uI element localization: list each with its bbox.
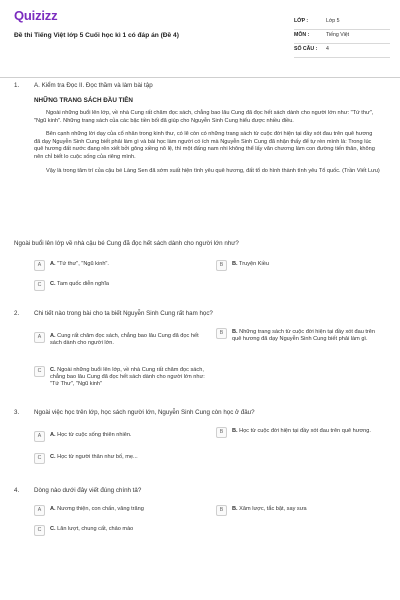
- option-text: A. "Tứ thư", "Ngũ kinh".: [50, 261, 109, 267]
- question-text: Chi tiết nào trong bài cho ta biết Nguyễn Sinh Cung rất ham học?: [34, 310, 213, 317]
- section-intro: A. Kiểm tra Đọc II. Đọc thầm và làm bài tập: [34, 82, 153, 89]
- option-letter: A: [34, 505, 45, 516]
- question-text: Ngoài buổi lên lớp về nhà cậu bé Cung đã đọc hết sách dành cho người lớn như?: [14, 240, 239, 247]
- option-text: C. Học từ người thân như bố, mẹ...: [50, 454, 138, 460]
- question-body: [34, 310, 380, 317]
- meta-info: [294, 16, 390, 58]
- option-letter: C: [34, 525, 45, 536]
- option-letter: B: [216, 427, 227, 438]
- question-2: [14, 310, 390, 410]
- option-a[interactable]: [34, 505, 212, 516]
- option-a[interactable]: [34, 431, 212, 442]
- question-text: Ngoài việc học trên lớp, học sách người lớn, Nguyễn Sinh Cung còn học ở đâu?: [34, 409, 255, 416]
- option-b[interactable]: [216, 505, 380, 516]
- option-c[interactable]: [34, 453, 212, 464]
- option-text: B. Xâm lược, tắc bật, say sưa: [232, 506, 307, 512]
- option-b[interactable]: [216, 328, 380, 343]
- reading-paragraph: Vậy là trong tâm trí của cậu bé Làng Sen đã sớm xuất hiện tình yêu quê hương, đất tổ do hình thành tình yêu Tổ quốc. (Trần Viết Lưu): [46, 167, 380, 174]
- question-4: [14, 487, 390, 557]
- option-letter: A: [34, 431, 45, 442]
- option-b[interactable]: [216, 427, 380, 438]
- option-letter: B: [216, 260, 227, 271]
- option-b[interactable]: [216, 260, 380, 271]
- question-number: 1.: [14, 82, 20, 89]
- question-number: 3.: [14, 409, 20, 416]
- option-letter: C: [34, 280, 45, 291]
- option-letter: C: [34, 453, 45, 464]
- option-letter: B: [216, 328, 227, 339]
- option-letter: B: [216, 505, 227, 516]
- option-text: B. Học từ cuộc đời hiện tại đầy xót đau trên quê hương.: [232, 428, 371, 434]
- question-text-wrap: [14, 240, 360, 247]
- option-text: B. Truyện Kiều: [232, 261, 269, 267]
- question-1-prompt: [14, 240, 390, 300]
- question-number: 4.: [14, 487, 20, 494]
- question-number: 2.: [14, 310, 20, 317]
- option-text: A. Học từ cuộc sống thiên nhiên.: [50, 432, 132, 438]
- option-text: B. Những trang sách từ cuộc đời hiện tại đầy xót đau trên quê hương đã dạy Nguyễn Sinh Cung biết phải làm gì.: [232, 329, 376, 343]
- option-text: C. Tam quốc diễn nghĩa: [50, 281, 109, 287]
- meta-value-subject: Tiếng Việt: [326, 32, 350, 38]
- option-text: C. Ngoài những buổi lên lớp, về nhà Cung rất chăm đọc sách, chẳng bao lâu Cung đã đọc hết sách dành cho người lớn như: "Tứ Thư", "Ngũ kinh": [50, 367, 205, 388]
- question-body: [34, 487, 380, 494]
- option-letter: C: [34, 366, 45, 377]
- option-text: C. Lăn lượt, chung cất, chảo mào: [50, 526, 134, 532]
- option-c[interactable]: [34, 280, 204, 291]
- option-a[interactable]: [34, 260, 204, 271]
- quizizz-logo: Quizizz: [14, 8, 58, 23]
- question-text: Dòng nào dưới đây viết đúng chính tả?: [34, 487, 142, 494]
- option-letter: A: [34, 332, 45, 343]
- page-header: [0, 0, 400, 78]
- question-3: [14, 409, 390, 477]
- reading-paragraph: Bên cạnh những lời dạy của cổ nhân trong kinh thư, có lẽ còn có những trang sách từ cuộc đời hiện tại đầy xót đau trên quê hương đã dạy Nguyễn Sinh Cung biết phải làm gì và bài học làm người có ích mà Nguyễn Sinh Cung đã nhận thấy để tự rèn mình là: Trong lúc quê hương đất nước đang rên xiết bởi gông xiềng nô lệ, thì một đấng nam nhi không thể lấy văn chương làm con đường tiến thân, không nên chỉ biết lo cuộc sống của riêng mình.: [34, 131, 375, 160]
- option-c[interactable]: [34, 366, 212, 389]
- option-text: A. Nương thiện, con chấn, vâng trăng: [50, 506, 144, 512]
- meta-value-count: 4: [326, 46, 329, 52]
- meta-row-class: [294, 16, 390, 30]
- question-body: [34, 409, 380, 416]
- option-text: A. Cung rất chăm đọc sách, chẳng bao lâu Cung đã đọc hết sách dành cho người lớn.: [50, 333, 199, 347]
- reading-title: NHỮNG TRANG SÁCH ĐẦU TIÊN: [34, 97, 133, 104]
- question-body: [34, 82, 380, 175]
- reading-paragraph: Ngoài những buổi lên lớp, về nhà Cung rất chăm đọc sách, chẳng bao lâu Cung đã đọc hết sách dành cho người lớn như: "Tứ thư", "Ngũ kinh". Những trang sách của các bậc tiền bối đã giúp cho Nguyễn Sinh Cung hiểu được nhiều điều.: [34, 110, 374, 124]
- meta-row-count: [294, 44, 390, 58]
- page-title: Đề thi Tiếng Việt lớp 5 Cuối học kì 1 có đáp án (Đề 4): [14, 32, 179, 39]
- meta-label-subject: MÔN :: [294, 32, 310, 38]
- meta-value-class: Lớp 5: [326, 18, 340, 24]
- meta-label-class: LỚP :: [294, 18, 309, 24]
- option-c[interactable]: [34, 525, 212, 536]
- option-letter: A: [34, 260, 45, 271]
- meta-row-subject: [294, 30, 390, 44]
- option-a[interactable]: [34, 332, 212, 347]
- meta-label-count: SỐ CÂU :: [294, 46, 318, 52]
